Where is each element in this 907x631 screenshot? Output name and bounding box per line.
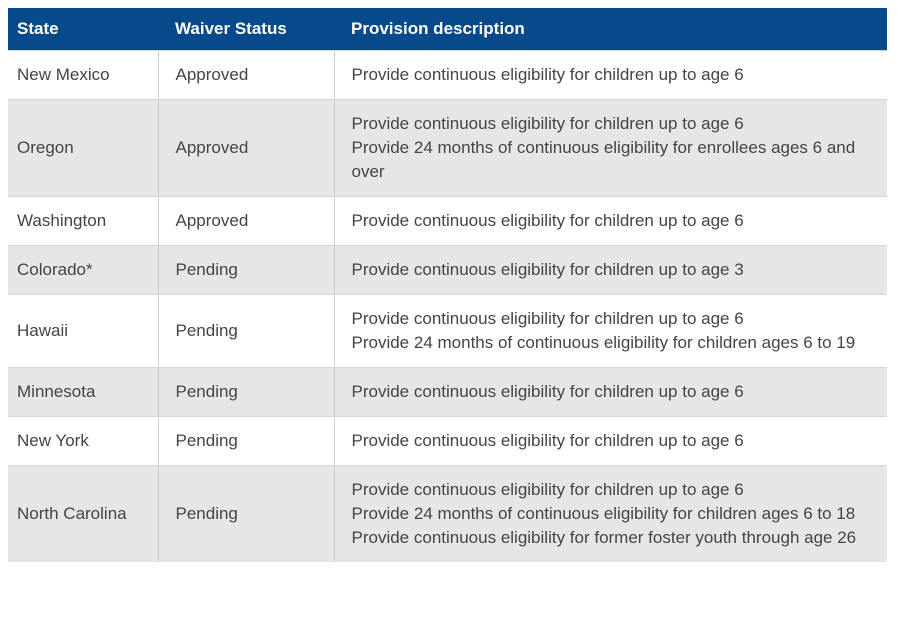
provision-line: Provide 24 months of continuous eligibility for children ages 6 to 19: [351, 333, 856, 352]
table-row: [8, 295, 887, 368]
state-cell: Oregon: [8, 100, 158, 197]
provision-description-cell: [334, 295, 887, 368]
provision-line: Provide continuous eligibility for children up to age 6: [351, 382, 744, 401]
waiver-status-cell: Pending: [158, 368, 334, 417]
state-cell: Hawaii: [8, 295, 158, 368]
table-row: [8, 368, 887, 417]
waiver-status-cell: Pending: [158, 466, 334, 563]
provision-line: Provide continuous eligibility for children up to age 6: [351, 65, 744, 84]
provision-description-cell: [334, 368, 887, 417]
state-cell: New York: [8, 417, 158, 466]
header-waiver-status: Waiver Status: [158, 8, 334, 51]
provision-description-cell: [334, 197, 887, 246]
state-cell: Washington: [8, 197, 158, 246]
table-row: [8, 51, 887, 100]
waiver-table: [8, 8, 887, 562]
header-state: State: [8, 8, 158, 51]
table-row: [8, 197, 887, 246]
table-row: [8, 246, 887, 295]
waiver-status-cell: Pending: [158, 246, 334, 295]
waiver-status-cell: Approved: [158, 197, 334, 246]
state-cell: New Mexico: [8, 51, 158, 100]
provision-line: Provide continuous eligibility for children up to age 6: [351, 309, 744, 328]
waiver-status-cell: Pending: [158, 417, 334, 466]
waiver-status-cell: Approved: [158, 100, 334, 197]
state-cell: Colorado*: [8, 246, 158, 295]
header-provision-description: Provision description: [334, 8, 887, 51]
table-row: [8, 466, 887, 563]
provision-line: Provide continuous eligibility for children up to age 6: [351, 211, 744, 230]
waiver-status-cell: Pending: [158, 295, 334, 368]
provision-line: Provide 24 months of continuous eligibility for children ages 6 to 18: [351, 504, 856, 523]
provision-line: Provide continuous eligibility for children up to age 6: [351, 480, 744, 499]
waiver-status-cell: Approved: [158, 51, 334, 100]
table-body: [8, 51, 887, 563]
provision-line: Provide continuous eligibility for children up to age 6: [351, 114, 744, 133]
provision-description-cell: [334, 417, 887, 466]
provision-description-cell: [334, 466, 887, 563]
state-cell: Minnesota: [8, 368, 158, 417]
provision-description-cell: [334, 246, 887, 295]
table-header: [8, 8, 887, 51]
header-row: [8, 8, 887, 51]
provision-line: Provide continuous eligibility for children up to age 3: [351, 260, 744, 279]
provision-line: Provide 24 months of continuous eligibility for enrollees ages 6 and over: [351, 138, 856, 181]
state-cell: North Carolina: [8, 466, 158, 563]
table-row: [8, 417, 887, 466]
provision-line: Provide continuous eligibility for children up to age 6: [351, 431, 744, 450]
provision-description-cell: [334, 51, 887, 100]
provision-description-cell: [334, 100, 887, 197]
provision-line: Provide continuous eligibility for former foster youth through age 26: [351, 528, 857, 547]
table-row: [8, 100, 887, 197]
